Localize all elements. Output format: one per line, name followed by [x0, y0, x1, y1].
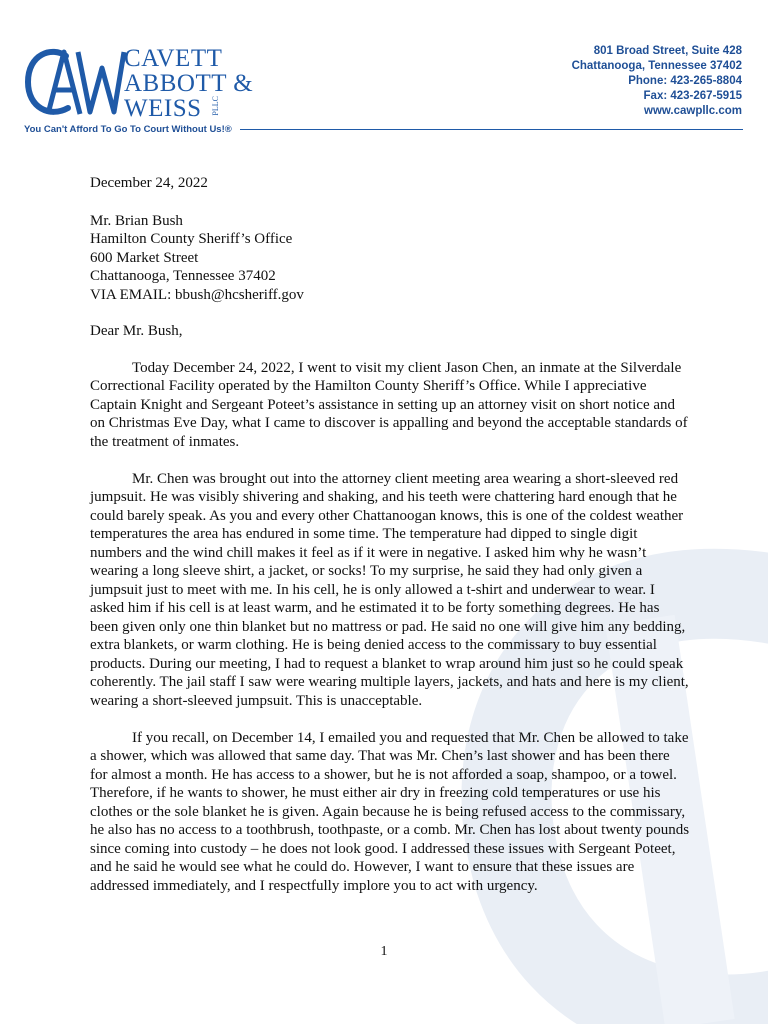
firm-name-line-2: ABBOTT &	[124, 70, 254, 97]
address-line-1: 801 Broad Street, Suite 428	[593, 45, 742, 57]
firm-name-line-1: CAVETT	[124, 45, 223, 72]
firm-logo-icon	[22, 42, 126, 122]
page-number: 1	[380, 944, 388, 959]
header-divider	[240, 129, 743, 130]
recipient-line: Chattanooga, Tennessee 37402	[90, 268, 276, 284]
firm-name-line-3: WEISS	[124, 95, 202, 122]
recipient-address	[90, 212, 690, 305]
website-link[interactable]: www.cawpllc.com	[644, 105, 742, 117]
body-paragraph: Mr. Chen was brought out into the attorney client meeting area wearing a short-sleeved red jumpsuit. He was visibly shivering and shaking, and his teeth were chattering hard enough that he could barely speak. As you and every other Chattanoogan knows, this is one of the coldest weather temperatures the area has endured in some time. The temperature had dipped to single digit numbers and the wind chill makes it feel as if it were in negative. I asked him why he wasn’t wearing a long sleeve shirt, a jacket, or socks! To my surprise, he said they had only given a jumpsuit just to meet with me. In his cell, he is only allowed a t-shirt and underwear to wear. I asked him if his cell is at least warm, and he estimated it to be forty something degrees. He has been given only one thin blanket but no mattress or pad. He said no one will give him any bedding, extra blankets, or warm clothing. He is being denied access to the commissary to buy essential products. During our meeting, I had to request a blanket to wrap around him just so he could speak coherently. The jail staff I saw were wearing multiple layers, jackets, and hats and here is my client, wearing a short-sleeved jumpsuit. This is unacceptable.	[90, 470, 689, 709]
address-line-2: Chattanooga, Tennessee 37402	[571, 60, 742, 72]
letterhead	[0, 0, 768, 150]
firm-name	[124, 46, 253, 121]
salutation: Dear Mr. Bush,	[90, 323, 183, 339]
recipient-line: 600 Market Street	[90, 249, 199, 266]
phone-number: Phone: 423-265-8804	[628, 75, 742, 87]
firm-contact-block	[572, 44, 742, 119]
body-paragraph: Today December 24, 2022, I went to visit my client Jason Chen, an inmate at the Silverdale Correctional Facility operated by the Hamilton County Sheriff’s Office. While I appreciative Captain Knight and Sergeant Poteet’s assistance in setting up an attorney visit on short notice and on Christmas Eve Day, what I came to discover is appalling and beyond the acceptable standards of the treatment of inmates.	[90, 359, 688, 450]
letter-date: December 24, 2022	[90, 175, 208, 191]
recipient-email-line: VIA EMAIL: bbush@hcsheriff.gov	[90, 286, 304, 303]
recipient-line: Mr. Brian Bush	[90, 212, 183, 229]
fax-number: Fax: 423-267-5915	[643, 90, 742, 102]
recipient-line: Hamilton County Sheriff’s Office	[90, 231, 293, 247]
firm-tagline: You Can't Afford To Go To Court Without Us!®	[24, 124, 232, 135]
body-paragraph: If you recall, on December 14, I emailed you and requested that Mr. Chen be allowed to take a shower, which was allowed that same day. That was Mr. Chen’s last shower and has been there for almost a month. He has access to a shower, but he is not afforded a soap, shampoo, or a towel. Therefore, if he wants to shower, he must either air dry in freezing cold temperatures or use his clothes or the sole blanket he is given. Again because he is being refused access to the commissary, he also has no access to a toothbrush, toothpaste, or a comb. Mr. Chen has lost about twenty pounds since coming into custody – he does not look good. I addressed these issues with Sergeant Poteet, and he said he would see what he could do. However, I want to ensure that these issues are addressed immediately, and I respectfully implore you to act with urgency.	[90, 729, 690, 894]
firm-suffix: PLLC	[210, 96, 220, 116]
letter-body	[90, 174, 690, 914]
